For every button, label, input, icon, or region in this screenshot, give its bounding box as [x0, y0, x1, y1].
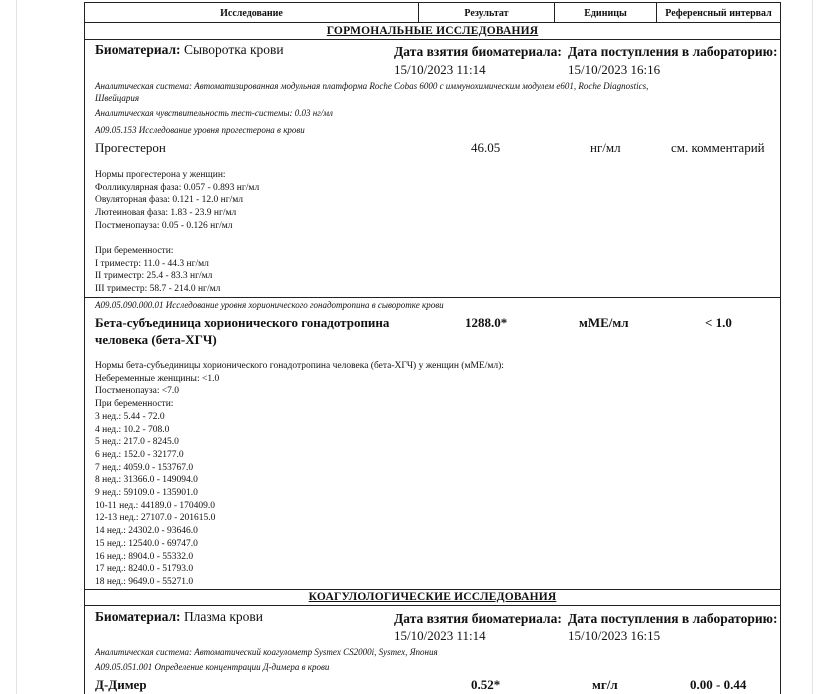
- note-line: 10-11 нед.: 44189.0 - 170409.0: [95, 500, 215, 511]
- note-line: Нормы прогестерона у женщин:: [95, 170, 226, 180]
- section-divider: [85, 605, 780, 606]
- progesterone-norms: [95, 169, 259, 233]
- note-line: 15 нед.: 12540.0 - 69747.0: [95, 538, 198, 549]
- analytic-system: Аналитическая система: Автоматизированная модульная платформа Roche Cobas 6000 с иммунохимическим модулем e601, Roche Diagnostics,: [95, 81, 649, 91]
- progesterone-code: A09.05.153 Исследование уровня прогестерона в крови: [95, 125, 305, 135]
- ddimer-name: Д-Димер: [95, 677, 147, 692]
- hcg-norms: [95, 360, 504, 589]
- lab-report-page: [84, 2, 781, 694]
- progesterone-result: 46.05: [471, 140, 501, 155]
- lab-received-date: 15/10/2023 16:16: [568, 62, 661, 77]
- note-line: 14 нед.: 24302.0 - 93646.0: [95, 526, 198, 537]
- progesterone-reference: см. комментарий: [671, 140, 765, 155]
- biomaterial: [95, 609, 263, 625]
- ddimer-reference: 0.00 - 0.44: [690, 677, 747, 692]
- biomaterial-value: Плазма крови: [183, 609, 264, 624]
- lab-received-date: 15/10/2023 16:15: [568, 628, 661, 643]
- section-title-coagulation: КОАГУЛОЛОГИЧЕСКИЕ ИССЛЕДОВАНИЯ: [308, 591, 557, 603]
- note-line: Фолликулярная фаза: 0.057 - 0.893 нг/мл: [95, 182, 260, 193]
- hcg-name-line1: Бета-субъединица хорионического гонадотропина: [95, 315, 390, 330]
- note-line: При беременности:: [95, 246, 174, 256]
- note-line: 9 нед.: 59109.0 - 135901.0: [95, 488, 198, 499]
- biomaterial-label: Биоматериал:: [95, 609, 181, 624]
- note-line: 6 нед.: 152.0 - 32177.0: [95, 449, 184, 460]
- note-line: 17 нед.: 8240.0 - 51793.0: [95, 564, 194, 575]
- sample-taken-date: 15/10/2023 11:14: [394, 628, 486, 643]
- lab-received-label: Дата поступления в лабораторию:: [568, 44, 778, 59]
- biomaterial: [95, 42, 284, 58]
- table-header: [85, 3, 780, 23]
- section-divider: [85, 589, 780, 590]
- note-line: II триместр: 25.4 - 83.3 нг/мл: [95, 271, 213, 282]
- hcg-name-line2: человека (бета-ХГЧ): [95, 332, 217, 347]
- progesterone-units: нг/мл: [590, 140, 621, 155]
- note-line: I триместр: 11.0 - 44.3 нг/мл: [95, 258, 209, 269]
- hcg-reference: < 1.0: [705, 315, 732, 330]
- note-line: 12-13 нед.: 27107.0 - 201615.0: [95, 513, 216, 524]
- progesterone-name: Прогестерон: [95, 140, 166, 155]
- header-reference: Референсный интервал: [665, 8, 772, 19]
- note-line: 7 нед.: 4059.0 - 153767.0: [95, 462, 194, 473]
- hcg-units: мМЕ/мл: [579, 315, 629, 330]
- note-line: Небеременные женщины: <1.0: [95, 373, 220, 384]
- progesterone-pregnancy-norms: [95, 245, 220, 296]
- note-line: 3 нед.: 5.44 - 72.0: [95, 411, 165, 422]
- analytic-system-cont: Швейцария: [95, 93, 140, 103]
- sample-taken-label: Дата взятия биоматериала:: [394, 611, 562, 626]
- biomaterial-value: Сыворотка крови: [183, 42, 284, 57]
- note-line: Овуляторная фаза: 0.121 - 12.0 нг/мл: [95, 195, 244, 206]
- note-line: Постменопауза: <7.0: [95, 386, 180, 397]
- viewer-edge-right: [812, 0, 813, 694]
- section-title-hormonal: ГОРМОНАЛЬНЫЕ ИССЛЕДОВАНИЯ: [326, 25, 539, 37]
- analytic-system: Аналитическая система: Автоматический коагулометр Sysmex CS2000i, Sysmex, Япония: [95, 647, 438, 657]
- note-line: Нормы бета-субъединицы хорионического гонадотропина человека (бета-ХГЧ) у женщин (мМЕ/мл):: [95, 361, 504, 371]
- viewer-edge-left: [16, 0, 17, 694]
- header-result: Результат: [419, 3, 555, 22]
- sample-taken-label: Дата взятия биоматериала:: [394, 44, 562, 59]
- test-sensitivity: Аналитическая чувствительность тест-системы: 0.03 нг/мл: [95, 108, 333, 118]
- ddimer-units: мг/л: [592, 677, 618, 692]
- note-line: 4 нед.: 10.2 - 708.0: [95, 424, 170, 435]
- note-line: 16 нед.: 8904.0 - 55332.0: [95, 551, 194, 562]
- row-divider: [85, 297, 780, 298]
- header-study: Исследование: [85, 3, 419, 22]
- note-line: 5 нед.: 217.0 - 8245.0: [95, 437, 179, 448]
- header-units: Единицы: [555, 3, 657, 22]
- hcg-name: [95, 314, 389, 348]
- sample-taken-date: 15/10/2023 11:14: [394, 62, 486, 77]
- biomaterial-label: Биоматериал:: [95, 42, 181, 57]
- note-line: 8 нед.: 31366.0 - 149094.0: [95, 475, 198, 486]
- lab-received-label: Дата поступления в лабораторию:: [568, 611, 778, 626]
- note-line: Постменопауза: 0.05 - 0.126 нг/мл: [95, 220, 233, 231]
- ddimer-code: A09.05.051.001 Определение концентрации Д-димера в крови: [95, 662, 330, 672]
- note-line: Лютеиновая фаза: 1.83 - 23.9 нг/мл: [95, 208, 237, 219]
- hcg-code: A09.05.090.000.01 Исследование уровня хорионического гонадотропина в сыворотке крови: [95, 300, 444, 310]
- hcg-result: 1288.0*: [465, 315, 508, 330]
- note-line: При беременности:: [95, 399, 174, 410]
- note-line: III триместр: 58.7 - 214.0 нг/мл: [95, 284, 221, 295]
- note-line: 18 нед.: 9649.0 - 55271.0: [95, 576, 194, 587]
- ddimer-result: 0.52*: [471, 677, 501, 692]
- section-divider: [85, 39, 780, 40]
